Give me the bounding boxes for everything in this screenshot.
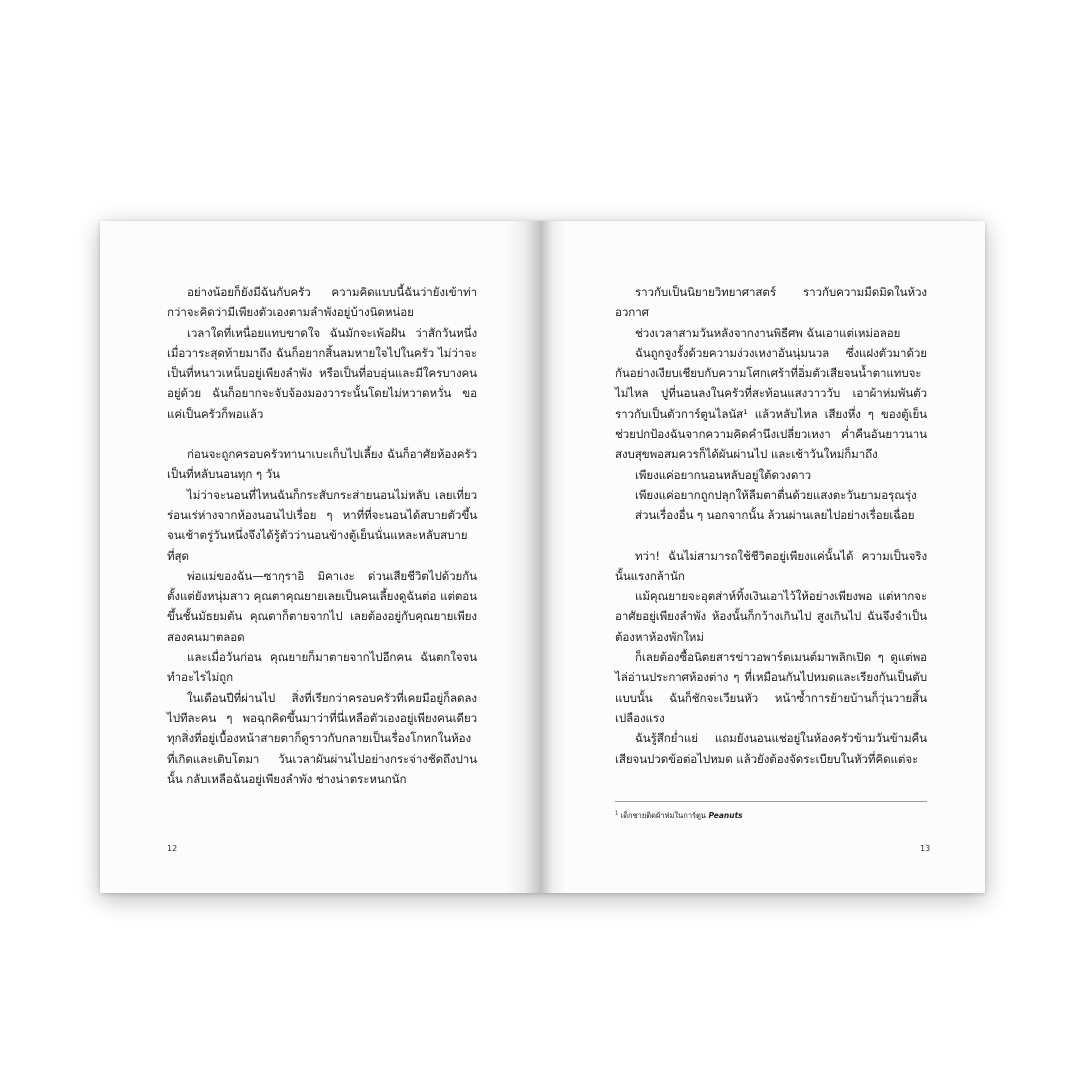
- footnote-divider: [615, 801, 927, 802]
- paragraph: ก็เลยต้องซื้อนิตยสารข่าวอพาร์ตเมนต์มาพลิกเปิด ๆ ดูแต่พอไล่อ่านประกาศห้องต่าง ๆ ที่เหมือนกันไปหมดและเรียงกันเป็นตับแบบนั้น ฉันก็ชักจะเวียนหัว หน้าซ้ำการย้ายบ้านก็วุ่นวายสิ้นเปลืองแรง: [615, 650, 927, 725]
- paragraph: ช่วงเวลาสามวันหลังจากงานพิธีศพ ฉันเอาแต่เหม่อลอย: [635, 325, 901, 340]
- paragraph: ไม่ว่าจะนอนที่ไหนฉันก็กระสับกระส่ายนอนไม่หลับ เลยเที่ยวร่อนเร่ห่างจากห้องนอนไปเรื่อย ๆ หาที่ที่จะนอนได้สบายตัวขึ้น จนเช้าตรู่วันหนึ่งจึงได้รู้ตัวว่านอนข้างตู้เย็นนั่นแหละหลับสบายที่สุด: [167, 487, 477, 563]
- spine-shadow: [540, 221, 566, 893]
- paragraph: ฉันรู้สึกย่ำแย่ แถมยังนอนแช่อยู่ในห้องครัวข้ามวันข้ามคืนเสียจนปวดข้อต่อไปหมด แล้วยังต้องจัดระเบียบในหัวที่คิดแต่จะ: [615, 731, 927, 766]
- paragraph: ราวกับเป็นนิยายวิทยาศาสตร์ ราวกับความมืดมิดในห้วงอวกาศ: [615, 285, 927, 320]
- paragraph: พ่อแม่ของฉัน—ซากุราอิ มิคาเงะ ด่วนเสียชีวิตไปด้วยกันตั้งแต่ยังหนุ่มสาว คุณตาคุณยายเลยเป็นคนเลี้ยงดูฉันต่อ แต่ตอนขึ้นชั้นมัธยมต้น คุณตาก็ตายจากไป เลยต้องอยู่กับคุณยายเพียงสองคนมาตลอด: [167, 568, 477, 644]
- paragraph: ก่อนจะถูกครอบครัวทานาเบะเก็บไปเลี้ยง ฉันก็อาศัยห้องครัวเป็นที่หลับนอนทุก ๆ วัน: [167, 447, 477, 482]
- right-page-text: [615, 282, 927, 769]
- page-number: 12: [167, 844, 178, 853]
- open-book: [100, 221, 985, 893]
- paragraph: เพียงแค่อยากนอนหลับอยู่ใต้ดวงดาว: [635, 467, 812, 482]
- footnote: [615, 810, 743, 822]
- paragraph: และเมื่อวันก่อน คุณยายก็มาตายจากไปอีกคน ฉันตกใจจนทำอะไรไม่ถูก: [167, 650, 477, 685]
- paragraph: ฉันถูกจูงรั้งด้วยความง่วงเหงาอันนุ่มนวล ซึ่งแฝงตัวมาด้วยกันอย่างเงียบเชียบกับความโศกเศร้าที่อิ่มตัวเสียจนน้ำตาแทบจะไม่ไหล ปูที่นอนลงในครัวที่สะท้อนแสงวาววับ เอาผ้าห่มพันตัวราวกับเป็นตัวการ์ตูนไลนัส¹ แล้วหลับไหล เสียงหึ่ง ๆ ของตู้เย็นช่วยปกป้องฉันจากความคิดคำนึงเปลี่ยวเหงา ค่ำคืนอันยาวนานสงบสุขพอสมควรก็ได้ผันผ่านไป และเช้าวันใหม่ก็มาถึง: [615, 345, 927, 462]
- paragraph: ทว่า! ฉันไม่สามารถใช้ชีวิตอยู่เพียงแค่นั้นได้ ความเป็นจริงนั้นแรงกล้านัก: [615, 548, 927, 583]
- paragraph: เพียงแค่อยากถูกปลุกให้ลืมตาตื่นด้วยแสงตะวันยามอรุณรุ่ง: [635, 487, 917, 502]
- left-page-text: [167, 282, 477, 789]
- paragraph: เวลาใดที่เหนื่อยแทบขาดใจ ฉันมักจะเพ้อฝัน ว่าสักวันหนึ่งเมื่อวาระสุดท้ายมาถึง ฉันก็อยากสิ้นลมหายใจไปในครัว ไม่ว่าจะเป็นที่หนาวเหน็บอยู่เพียงลำพัง หรือเป็นที่อบอุ่นและมีใครบางคนอยู่ด้วย ฉันก็อยากจะจับจ้องมองวาระนั้นโดยไม่หวาดหวั่น ขอแค่เป็นครัวก็พอแล้ว: [167, 325, 477, 421]
- footnote-marker: 1: [615, 810, 619, 817]
- paragraph: ส่วนเรื่องอื่น ๆ นอกจากนั้น ล้วนผ่านเลยไปอย่างเรื่อยเฉื่อย: [635, 508, 915, 523]
- footnote-text: เด็กชายติดผ้าห่มในการ์ตูน: [620, 811, 707, 820]
- left-page: [100, 221, 540, 893]
- paragraph: อย่างน้อยก็ยังมีฉันกับครัว ความคิดแบบนี้ฉันว่ายังเข้าท่ากว่าจะคิดว่ามีเพียงตัวเองตามลำพังอยู่บ้างนิดหน่อย: [167, 285, 477, 320]
- footnote-italic-title: Peanuts: [708, 811, 743, 820]
- right-page: [540, 221, 985, 893]
- paragraph: แม้คุณยายจะอุตส่าห์ทิ้งเงินเอาไว้ให้อย่างเพียงพอ แต่หากจะอาศัยอยู่เพียงลำพัง ห้องนั้นก็กว้างเกินไป สูงเกินไป ฉันจึงจำเป็นต้องหาห้องพักใหม่: [615, 589, 927, 644]
- spine-shadow: [506, 221, 540, 893]
- page-number: 13: [920, 844, 931, 853]
- paragraph: ในเดือนปีที่ผ่านไป สิ่งที่เรียกว่าครอบครัวที่เคยมีอยู่ก็ลดลงไปทีละคน ๆ พอฉุกคิดขึ้นมาว่าที่นี่เหลือตัวเองอยู่เพียงคนเดียวทุกสิ่งที่อยู่เบื้องหน้าสายตาก็ดูราวกับกลายเป็นเรื่องโกหกในห้องที่เกิดและเติบโตมา วันเวลาผันผ่านไปอย่างกระจ่างชัดถึงปานนั้น กลับเหลือฉันอยู่เพียงลำพัง ช่างน่าตระหนกนัก: [167, 690, 477, 786]
